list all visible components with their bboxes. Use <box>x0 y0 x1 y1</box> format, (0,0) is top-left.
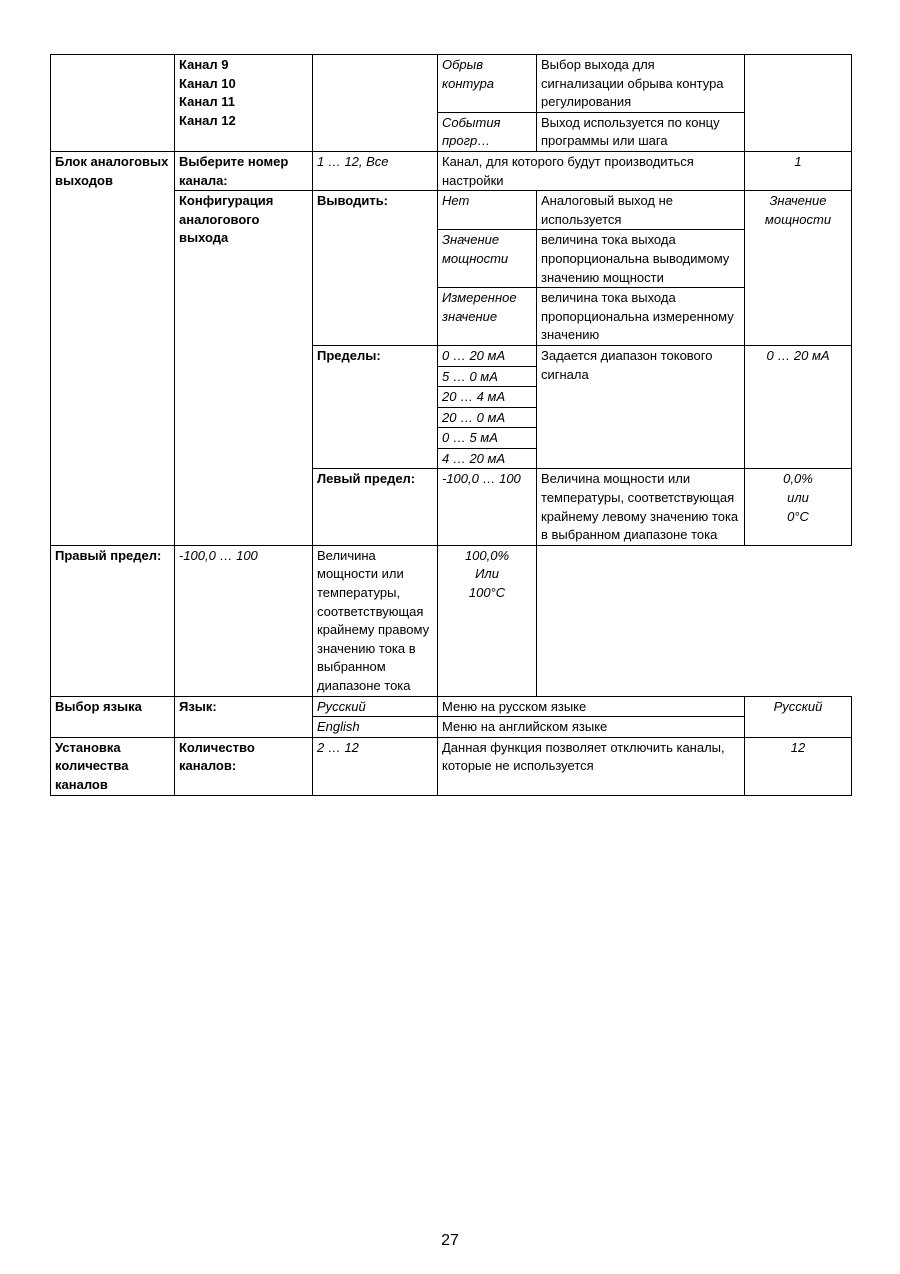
option-desc: величина тока выхода пропорциональна выводимому значению мощности <box>537 230 745 288</box>
option-value: Русский <box>313 696 438 717</box>
option-value: События прогр… <box>438 112 537 151</box>
table-row <box>51 55 852 113</box>
option-value: 4 … 20 мА <box>438 448 537 469</box>
option-value: Нет <box>438 191 537 230</box>
param-label: Правый предел: <box>51 545 175 696</box>
param-label: Выводить: <box>313 191 438 346</box>
default-line: Или <box>475 566 499 582</box>
default-line: или <box>787 490 809 506</box>
option-desc: Выбор выхода для сигнализации обрыва контура регулирования <box>537 55 745 113</box>
section-title: Блок аналоговых выходов <box>51 151 175 545</box>
table-row <box>51 696 852 717</box>
channel-label: Канал 9 <box>179 57 229 72</box>
option-desc: величина тока выхода пропорциональна измеренному значению <box>537 288 745 346</box>
default-value <box>745 469 852 545</box>
option-value: Обрыв контура <box>438 55 537 113</box>
param-desc: Канал, для которого будут производиться настройки <box>438 151 745 190</box>
param-value: -100,0 … 100 <box>438 469 537 545</box>
option-value: English <box>313 717 438 738</box>
channel-list-cell <box>175 55 313 152</box>
option-desc: Аналоговый выход не используется <box>537 191 745 230</box>
option-desc: Выход используется по концу программы или шага <box>537 112 745 151</box>
section-title: Выбор языка <box>51 696 175 737</box>
param-value: -100,0 … 100 <box>175 545 313 696</box>
param-desc: Данная функция позволяет отключить каналы, которые не используется <box>438 737 745 795</box>
default-value: 12 <box>745 737 852 795</box>
default-value: 0 … 20 мА <box>745 345 852 469</box>
param-value: 2 … 12 <box>313 737 438 795</box>
option-value: 20 … 4 мА <box>438 387 537 408</box>
default-line: 100,0% <box>464 547 510 563</box>
channel-label: Канал 12 <box>179 112 236 128</box>
param-label: Пределы: <box>313 345 438 469</box>
option-value: 20 … 0 мА <box>438 407 537 428</box>
default-value: Русский <box>745 696 852 737</box>
table-row <box>51 545 852 696</box>
subsection-title: Конфигурация аналогового выхода <box>175 191 313 546</box>
table-row <box>51 151 852 190</box>
default-line: 0,0% <box>783 471 813 487</box>
option-value: 0 … 5 мА <box>438 428 537 449</box>
default-value <box>438 545 537 696</box>
option-value: Измеренное значение <box>438 288 537 346</box>
param-desc: Величина мощности или температуры, соответствующая крайнему правому значению тока в выбранном диапазоне тока <box>313 545 438 696</box>
option-desc: Меню на русском языке <box>438 696 745 717</box>
param-value: 1 … 12, Все <box>313 151 438 190</box>
option-value: 5 … 0 мА <box>438 366 537 387</box>
param-cell-empty <box>313 55 438 152</box>
param-desc: Величина мощности или температуры, соответствующая крайнему левому значению тока в выбранном диапазоне тока <box>537 469 745 545</box>
param-label: Левый предел: <box>313 469 438 545</box>
channel-label: Канал 10 <box>179 75 236 91</box>
param-desc: Задается диапазон токового сигнала <box>537 345 745 469</box>
param-label: Язык: <box>175 696 313 737</box>
default-value: 1 <box>745 151 852 190</box>
section-title: Установка количества каналов <box>51 737 175 795</box>
default-line: 100°С <box>468 585 506 601</box>
default-cell-empty <box>745 55 852 152</box>
section-cell-empty <box>51 55 175 152</box>
option-value: Значение мощности <box>438 230 537 288</box>
option-value: 0 … 20 мА <box>438 345 537 366</box>
param-label: Выберите номер канала: <box>175 151 313 190</box>
param-label: Количество каналов: <box>175 737 313 795</box>
page-number: 27 <box>441 1232 459 1249</box>
table-row <box>51 737 852 795</box>
option-desc: Меню на английском языке <box>438 717 745 738</box>
channel-label: Канал 11 <box>179 94 236 110</box>
settings-table <box>50 54 852 796</box>
default-line: 0°С <box>787 508 809 524</box>
default-value: Значение мощности <box>745 191 852 346</box>
